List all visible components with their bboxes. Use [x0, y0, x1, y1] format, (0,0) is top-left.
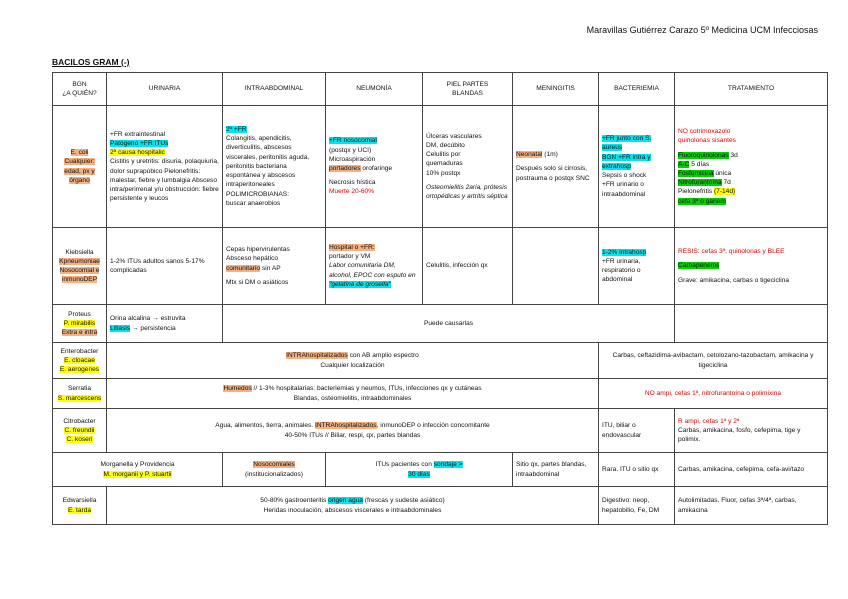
entero-name: Enterobacter E. cloacae E. aerogenes — [53, 343, 107, 379]
edw-bacteriemia: Digestivo: neop, hepatobilio, Fe, DM — [599, 487, 675, 525]
row-citrobacter — [53, 409, 828, 453]
morg-intraabdominal: Nosocomiales (institucionalizados) — [223, 453, 326, 487]
citro-bacteriemia: ITU, biliar o endovascular — [599, 409, 675, 453]
kleb-piel: Celulitis, infección qx — [423, 228, 513, 305]
ecoli-tratamiento: NO cotrimoxazolo quinolonas sisantes Fluoroquinolonas 3d A-C 5 días Fosfomicina única Nitrofurantoína 7d Pielonefritis (7-14d) cefa 3ª o ganem — [675, 106, 828, 228]
col-piel: PIEL PARTES BLANDAS — [423, 73, 513, 106]
row-ecoli — [53, 106, 828, 228]
row-proteus — [53, 305, 828, 343]
kleb-tratamiento: RESIS: cefas 3ª, quinolonas y BLEE Carbapenems Grave: amikacina, carbas o tigeciclina — [675, 228, 828, 305]
kleb-bacteriemia: 1-2% intrahosp +FR urinaria, respiratorio o abdominal — [599, 228, 675, 305]
proteus-urinaria: Orina alcalina → estruvita Litiasis → persistencia — [107, 305, 223, 343]
ecoli-intraabdominal: 2º +FR Colangitis, apendicitis, diverticulitis, abscesos viscerales, peritonitis aguda, peritonitis bacteriana espontánea y abscesos intraperitoneales POLIMICROBIANAS: buscar anaerobios — [223, 106, 326, 228]
edw-tratamiento: Autolimitadas. Fluor, cefas 3ª/4ª, carbas, amikacina — [675, 487, 828, 525]
proteus-name: Proteus P. mirabilis Extra e intra — [53, 305, 107, 343]
header-row — [53, 73, 828, 106]
ecoli-urinaria: +FR extraintestinal Patógeno +FR ITUs 2ª causa hospitalic Cistitis y uretritis: disuria, polaquiuria, dolor suprapúbico Pielonefritis: malestar, fiebre y lumbalgia Absceso intra/perirrenal y/u obstrucción: fiebre persistente y leucos — [107, 106, 223, 228]
ecoli-name: E. coli Cualquier: edad, px y órgano — [53, 106, 107, 228]
serratia-tratamiento: NO ampi, cefas 1ª, nitrofurantoína o polimixina — [599, 379, 828, 409]
kleb-name: Klebsiella Kpneumoniae Nosocomial e inmunoDEP — [53, 228, 107, 305]
morg-neumonia: ITUs pacientes con sondaje > 30 días — [326, 453, 513, 487]
citro-span: Agua, alimentos, tierra, animales. INTRAhospitalizados, inmunoDEP o infección concomitante 40-50% ITUs // Biliar, respi, qx, partes blandas — [107, 409, 599, 453]
edw-name: Edwarsiella E. tarda — [53, 487, 107, 525]
morg-tratamiento: Carbas, amikacina, cefepima, cefa-avi/tazo — [675, 453, 828, 487]
col-meningitis: MENINGITIS — [513, 73, 599, 106]
col-urinaria: URINARIA — [107, 73, 223, 106]
edw-span: 50-80% gastroenteritis origen agua (frescas y sudeste asiático) Heridas inoculación, abscesos viscerales e intraabdominales — [107, 487, 599, 525]
kleb-meningitis — [513, 228, 599, 305]
ecoli-piel: Úlceras vasculares DM, decúbito Celulitis por quemaduras 10% postqx Osteomielitis 2aria, prótesis ortopédicas y artritis séptica — [423, 106, 513, 228]
ecoli-neumonia: +FR nosocomial (postqx y UCI) Microaspiración portadores orofaringe Necrosis hística Muerte 20-60% — [326, 106, 423, 228]
col-bgn: BGN ¿A QUIÉN? — [53, 73, 107, 106]
kleb-urinaria: 1-2% ITUs adultos sanos 5-17% complicadas — [107, 228, 223, 305]
proteus-tratamiento — [675, 305, 828, 343]
col-tratamiento: TRATAMIENTO — [675, 73, 828, 106]
serratia-span: Humedos // 1-3% hospitalarias: bacteriemias y neumos, ITUs, infecciones qx y cutáneas Blandas, osteomielitis, intraabdominales — [107, 379, 599, 409]
morg-meningitis: Sitio qx, partes blandas, intraabdominal — [513, 453, 599, 487]
row-morganella — [53, 453, 828, 487]
proteus-span: Puede causarlas — [223, 305, 675, 343]
ecoli-meningitis: Neonatal (1m) Después solo si cirrosis, postrauma o postqx SNC — [513, 106, 599, 228]
ecoli-bacteriemia: +FR junto con S. aureus BGN +FR intra y extrahosp Sepsis o shock +FR urinario o intraabdominal — [599, 106, 675, 228]
row-serratia — [53, 379, 828, 409]
citro-tratamiento: R ampi, cefas 1ª y 2ª Carbas, amikacina, fosfo, cefepima, tige y polimix. — [675, 409, 828, 453]
serratia-name: Serratia S. marcescens — [53, 379, 107, 409]
morg-name: Morganella y Providencia M. morganii y P. stuartii — [53, 453, 223, 487]
bacilos-table — [52, 72, 828, 525]
row-enterobacter — [53, 343, 828, 379]
page-title: BACILOS GRAM (-) — [52, 57, 130, 67]
row-edwarsiella — [53, 487, 828, 525]
col-neumonia: NEUMONÍA — [326, 73, 423, 106]
citro-name: Citrobacter C. freundii C. koseri — [53, 409, 107, 453]
morg-bacteriemia: Rara. ITU o sitio qx — [599, 453, 675, 487]
page-header: Maravillas Gutiérrez Carazo 5º Medicina UCM Infecciosas — [586, 25, 818, 35]
row-klebsiella — [53, 228, 828, 305]
entero-tratamiento: Carbas, ceftazidima-avibactam, cetolozano-tazobactam, amikacina y tigeciclina — [599, 343, 828, 379]
kleb-neumonia: Hospital o +FR: portador y VM Labor comunitaria DM, alcohol, EPOC con esputo en "gelatina de grosella" — [326, 228, 423, 305]
entero-span: INTRAhospitalizados con AB amplio espectro Cualquier localización — [107, 343, 599, 379]
kleb-intraabdominal: Cepas hipervirulentas Absceso hepático comunitario sin AP Mtx si DM o asiáticos — [223, 228, 326, 305]
col-bacteriemia: BACTERIEMIA — [599, 73, 675, 106]
col-intraabdominal: INTRAABDOMINAL — [223, 73, 326, 106]
